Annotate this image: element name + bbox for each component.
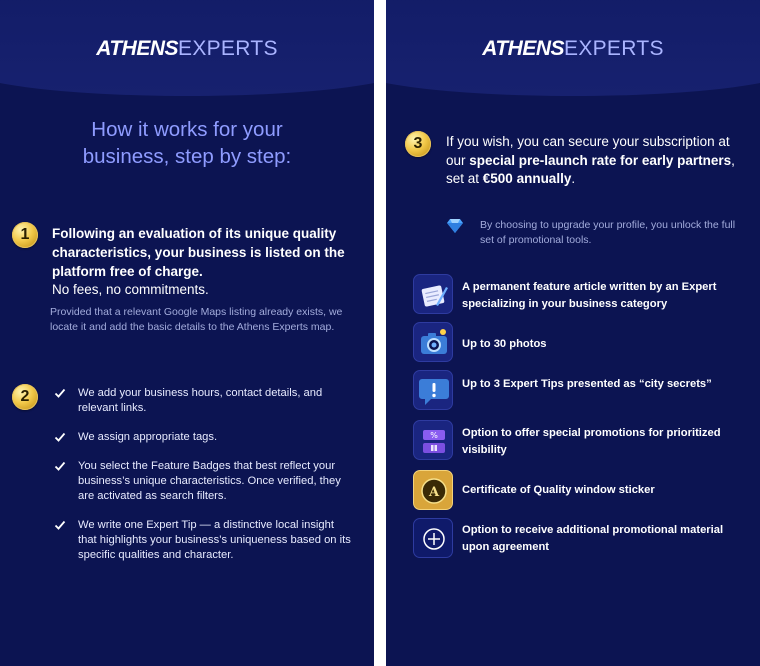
feature-text: A permanent feature article written by an Expert specializing in your business category [462, 281, 717, 310]
heading-line-1: How it works for your [91, 118, 283, 141]
quality-certificate-icon [413, 470, 453, 510]
feature-article-icon [413, 274, 453, 314]
checklist-item-text: We add your business hours, contact details, and relevant links. [78, 387, 323, 414]
checkmark-icon [54, 387, 66, 399]
checkmark-icon [54, 431, 66, 443]
svg-text:A: A [428, 485, 440, 500]
step-1-note: Provided that a relevant Google Maps listing already exists, we locate it and add the basic details to the Athens Experts map. [50, 306, 343, 333]
checklist-item-text: You select the Feature Badges that best reflect your business’s unique characteristics. Once verified, they are activated as search filters. [78, 460, 341, 502]
intro-text: If you wish, you can secure your subscription at our [446, 134, 730, 168]
step-1-title: Following an evaluation of its unique quality characteristics, your business is listed on the platform free of charge. [52, 226, 345, 279]
feature-text: Up to 3 Expert Tips presented as “city secrets” [462, 378, 712, 390]
intro-text: , set at [446, 152, 735, 186]
speech-bubble-exclamation-icon [413, 370, 453, 410]
checkmark-icon [54, 519, 66, 531]
checklist-item [54, 430, 354, 445]
right-panel [386, 0, 760, 666]
page-heading [20, 116, 354, 170]
feature-text: Up to 30 photos [462, 338, 547, 350]
brand-logo [0, 37, 374, 61]
checklist-item [54, 459, 354, 504]
diamond-icon [447, 219, 463, 233]
logo-light-text: EXPERTS [178, 37, 278, 60]
step-2-checklist [54, 386, 354, 577]
svg-text:%: % [430, 431, 438, 440]
checklist-item-text: We assign appropriate tags. [78, 431, 218, 443]
camera-icon [413, 322, 453, 362]
promotion-tags-icon [413, 420, 453, 460]
plus-circle-icon [413, 518, 453, 558]
checklist-item [54, 518, 354, 563]
upgrade-note: By choosing to upgrade your profile, you unlock the full set of promotional tools. [480, 219, 736, 246]
step-3-intro [446, 133, 736, 189]
intro-text: . [571, 171, 576, 186]
brand-logo [386, 37, 760, 61]
logo-light-text: EXPERTS [564, 37, 664, 60]
intro-rate-highlight: special pre-launch rate for early partners [469, 152, 732, 168]
checkmark-icon [54, 460, 66, 472]
checklist-item-text: We write one Expert Tip — a distinctive local insight that highlights your business’s uniqueness based on its specific qualities and character. [78, 519, 351, 561]
step-3-badge: 3 [405, 131, 431, 157]
feature-text: Option to offer special promotions for prioritized visibility [462, 427, 721, 456]
feature-text: Certificate of Quality window sticker [462, 484, 655, 496]
step-1-subtitle: No fees, no commitments. [52, 282, 209, 297]
intro-price-highlight: €500 annually [482, 171, 572, 186]
logo-bold-text: ATHENS [482, 37, 565, 60]
left-panel [0, 0, 374, 666]
heading-line-2: business, step by step: [82, 145, 292, 168]
step-2-badge: 2 [12, 384, 38, 410]
checklist-item [54, 386, 354, 416]
feature-text: Option to receive additional promotional material upon agreement [462, 524, 724, 553]
logo-bold-text: ATHENS [96, 37, 179, 60]
step-1-badge: 1 [12, 222, 38, 248]
